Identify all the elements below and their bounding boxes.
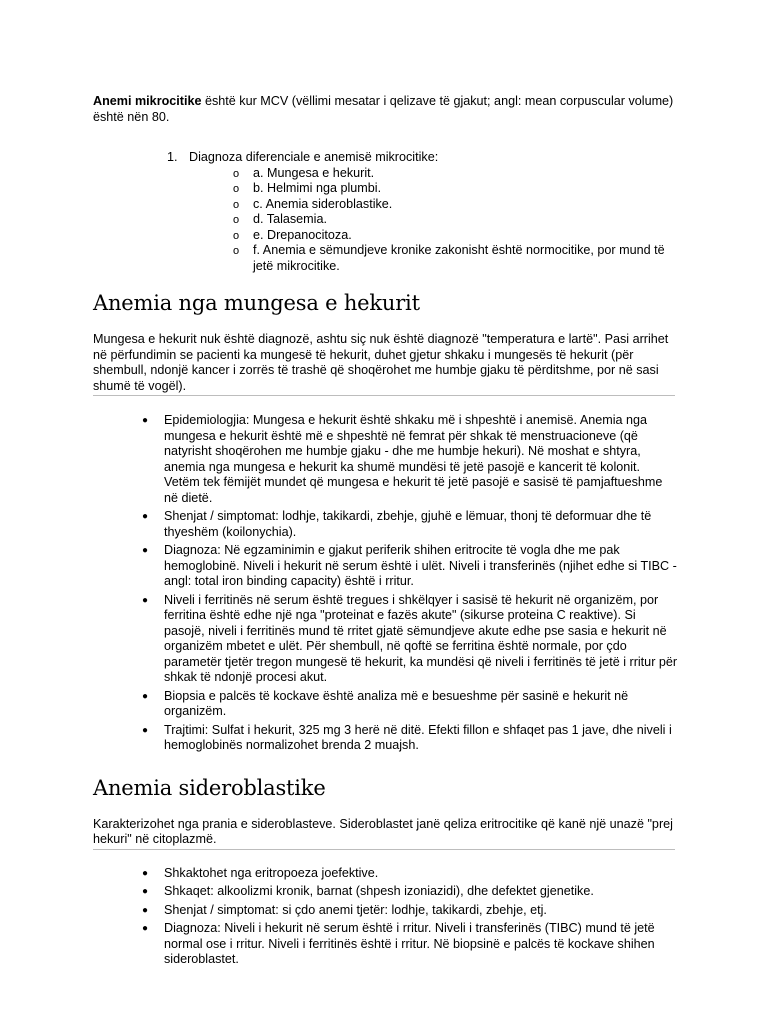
list-item <box>93 593 678 686</box>
iron-deficiency-list <box>93 413 678 754</box>
bullet-icon: o <box>233 214 240 226</box>
divider <box>93 849 675 850</box>
bullet-icon: o <box>233 245 240 257</box>
sideroblastic-list <box>93 866 678 968</box>
list-item-text: f. Anemia e sëmundjeve kronike zakonisht është normocitike, por mund të jetë mikrocitike. <box>253 243 665 273</box>
list-item-text: Shkaqet: alkoolizmi kronik, barnat (shpesh izoniazidi), dhe defektet gjenetike. <box>164 884 594 898</box>
list-item <box>185 212 678 228</box>
list-item <box>93 903 678 919</box>
section-heading-iron-deficiency: Anemia nga mungesa e hekurit <box>93 291 420 315</box>
list-item-text: Shenjat / simptomat: si çdo anemi tjetër: lodhje, takikardi, zbehje, etj. <box>164 902 547 917</box>
list-item <box>93 543 678 590</box>
list-item-text: Diagnoza: Në egzaminimin e gjakut periferik shihen eritrocite të vogla dhe me pak hemoglobinë. Niveli i hekurit në serum është i ulët. Niveli i transferinës (njihet edhe si TIBC - angl: total iron binding capacity) është i rritur. <box>164 543 677 588</box>
list-item-text: c. Anemia sideroblastike. <box>253 196 393 211</box>
list-item <box>185 181 678 197</box>
bullet-icon: ● <box>142 690 149 702</box>
list-item-text: Shkaktohet nga eritropoeza joefektive. <box>164 865 379 880</box>
list-item <box>185 228 678 244</box>
section-heading-sideroblastic: Anemia sideroblastike <box>93 775 326 800</box>
bullet-icon: ● <box>142 545 149 556</box>
list-item <box>93 689 678 720</box>
divider <box>93 395 675 396</box>
bullet-icon: ● <box>142 904 149 916</box>
list-item <box>93 921 678 968</box>
section-lead-sideroblastic: Karakterizohet nga prania e sideroblasteve. Sideroblastet janë qeliza eritrocitike që kanë një unazë "prej hekuri" në citoplazmë. <box>93 816 673 846</box>
bullet-icon: ● <box>142 886 149 897</box>
list-item <box>185 197 678 213</box>
list-item <box>93 509 678 540</box>
list-item <box>185 243 678 274</box>
list-item-text: d. Talasemia. <box>253 212 327 226</box>
list-item-text: b. Helmimi nga plumbi. <box>253 181 382 195</box>
list-item-text: Niveli i ferritinës në serum është tregues i shkëlqyer i sasisë të hekurit në organizëm, por ferritina është edhe një nga "proteinat e fazës akute" (sikurse proteina C reaktive). Si pasojë, niveli i ferritinës mund të rritet gjatë sëmundjeve akute edhe pse sasia e hekurit në organizëm mbetet e ulët. Për shembull, në qoftë se ferritina është normale, por çdo parametër tjetër tregon mungesë të hekurit, ka mundësi që niveli i ferritinës të jetë i rritur për shkak të ndonjë procesi akut. <box>164 592 678 684</box>
list-item <box>185 166 678 182</box>
document-page <box>93 94 678 971</box>
bullet-icon: o <box>233 198 240 211</box>
list-item <box>93 866 678 882</box>
differential-number: 1. <box>167 150 178 164</box>
list-item-text: Trajtimi: Sulfat i hekurit, 325 mg 3 herë në ditë. Efekti fillon e shfaqet pas 1 jave, dhe niveli i hemoglobinës normalizohet brenda 2 muajsh. <box>164 722 672 752</box>
list-item <box>93 723 678 754</box>
intro-term: Anemi mikrocitike <box>93 94 202 108</box>
list-item-text: a. Mungesa e hekurit. <box>253 165 375 180</box>
intro-text: është kur MCV (vëllimi mesatar i qelizave të gjakut; angl: mean corpuscular volume) është nën 80. <box>93 94 674 124</box>
bullet-icon: o <box>233 183 240 195</box>
bullet-icon: ● <box>142 923 149 934</box>
list-item <box>93 884 678 900</box>
list-item-text: Biopsia e palcës të kockave është analiza më e besueshme për sasinë e hekurit në organizëm. <box>164 688 629 718</box>
differential-list <box>93 150 678 274</box>
bullet-icon: ● <box>142 415 149 426</box>
bullet-icon: ● <box>142 724 149 736</box>
list-item-text: e. Drepanocitoza. <box>253 227 352 242</box>
bullet-icon: o <box>233 229 240 242</box>
intro-paragraph <box>93 94 678 125</box>
differential-title: Diagnoza diferenciale e anemisë mikrocitike: <box>189 150 439 164</box>
section-lead-iron-deficiency: Mungesa e hekurit nuk është diagnozë, ashtu siç nuk është diagnozë "temperatura e lartë". Pasi arrihet në përfundimin se pacienti ka mungesë të hekurit, duhet gjetur shkaku i mungesës të hekurit (për shembull, ndonjë kancer i zorrës të trashë që shoqërohet me humbje gjaku të përditshme, por në sasi shumë të vogël). <box>93 332 669 393</box>
list-item-text: Shenjat / simptomat: lodhje, takikardi, zbehje, gjuhë e lëmuar, thonj të deformuar dhe të thyeshëm (koilonychia). <box>164 509 652 539</box>
list-item <box>93 413 678 506</box>
bullet-icon: ● <box>142 594 149 606</box>
differential-item <box>93 150 678 274</box>
bullet-icon: ● <box>142 867 149 879</box>
differential-sublist <box>189 166 678 275</box>
bullet-icon: o <box>233 167 240 180</box>
list-item-text: Diagnoza: Niveli i hekurit në serum është i rritur. Niveli i transferinës (TIBC) mund të jetë normal ose i rritur. Niveli i ferritinës është i rritur. Në biopsinë e palcës të kockave shihen sideroblastet. <box>164 921 655 966</box>
list-item-text: Epidemiologjia: Mungesa e hekurit është shkaku më i shpeshtë i anemisë. Anemia nga mungesa e hekurit është më e shpeshtë në femrat për shkak të menstruacioneve (që natyrisht shoqërohen me humbje gjaku - dhe me humbje hekuri). Në moshat e shtyra, anemia nga mungesa e hekurit ka shumë mundësi të jetë pasojë e kancerit të kolonit. Vetëm tek fëmijët mundet që mungesa e hekurit të jetë pasojë e sasisë të pamjaftueshme në dietë. <box>164 413 663 505</box>
bullet-icon: ● <box>142 511 149 522</box>
